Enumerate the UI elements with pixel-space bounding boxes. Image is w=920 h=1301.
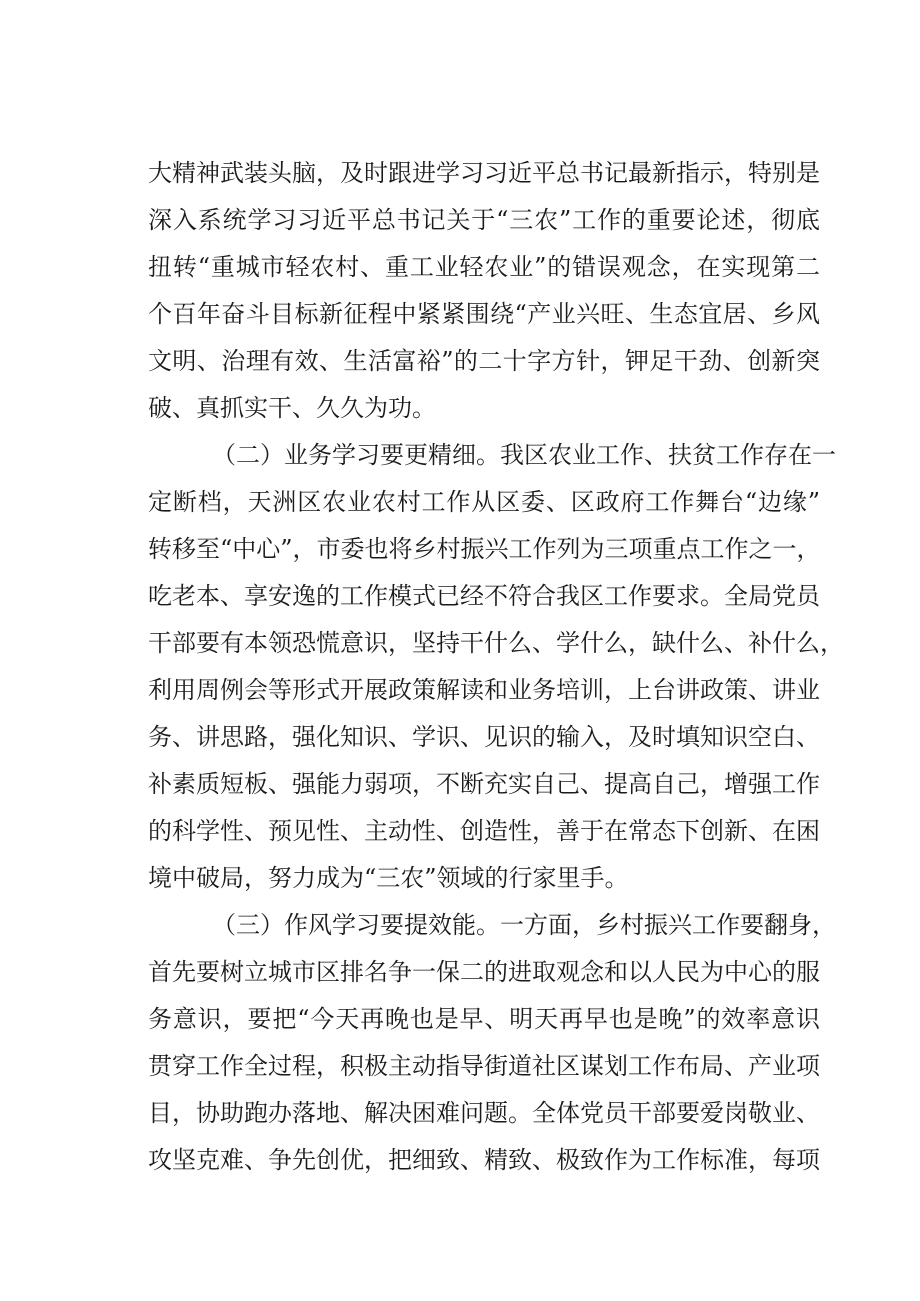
paragraph-1-line-4: 个百年奋斗目标新征程中紧紧围绕“产业兴旺、生态宜居、乡风 xyxy=(148,300,820,328)
paragraph-2-line-3: 转移至“中心”，市委也将乡村振兴工作列为三项重点工作之一， xyxy=(148,535,821,563)
paragraph-1-line-3: 扭转“重城市轻农村、重工业轻农业”的错误观念，在实现第二 xyxy=(148,253,820,281)
paragraph-3-line-1: （三）作风学习要提效能。一方面，乡村振兴工作要翻身， xyxy=(212,911,836,939)
paragraph-2-line-7: 务、讲思路，强化知识、学识、见识的输入，及时填知识空白、 xyxy=(148,723,820,751)
paragraph-2-line-10: 境中破局，努力成为“三农”领域的行家里手。 xyxy=(148,864,629,892)
paragraph-1-line-2: 深入系统学习习近平总书记关于“三农”工作的重要论述，彻底 xyxy=(148,206,820,234)
paragraph-1-line-5: 文明、治理有效、生活富裕”的二十字方针，钾足干劲、创新突 xyxy=(148,347,820,375)
document-body xyxy=(148,150,844,1184)
paragraph-3-line-2: 首先要树立城市区排名争一保二的进取观念和以人民为中心的服 xyxy=(148,958,820,986)
paragraph-2-line-2: 定断档，天洲区农业农村工作从区委、区政府工作舞台“边缘” xyxy=(148,488,820,516)
paragraph-3-line-4: 贯穿工作全过程，积极主动指导街道社区谋划工作布局、产业项 xyxy=(148,1052,820,1080)
paragraph-3-line-6: 攻坚克难、争先创优，把细致、精致、极致作为工作标准，每项 xyxy=(148,1146,820,1174)
paragraph-1-line-1: 大精神武装头脑，及时跟进学习习近平总书记最新指示，特别是 xyxy=(148,159,820,187)
paragraph-2-line-5: 干部要有本领恐慌意识，坚持干什么、学什么，缺什么、补什么， xyxy=(148,629,844,657)
paragraph-2-line-9: 的科学性、预见性、主动性、创造性，善于在常态下创新、在困 xyxy=(148,817,820,845)
paragraph-2-line-8: 补素质短板、强能力弱项，不断充实自己、提高自己，增强工作 xyxy=(148,770,820,798)
paragraph-3-line-5: 目，协助跑办落地、解决困难问题。全体党员干部要爱岗敬业、 xyxy=(148,1099,820,1127)
paragraph-2-line-1: （二）业务学习要更精细。我区农业工作、扶贫工作存在一 xyxy=(212,441,836,469)
paragraph-2-line-6: 利用周例会等形式开展政策解读和业务培训，上台讲政策、讲业 xyxy=(148,676,820,704)
paragraph-1-line-6: 破、真抓实干、久久为功。 xyxy=(148,394,436,422)
paragraph-2-line-4: 吃老本、享安逸的工作模式已经不符合我区工作要求。全局党员 xyxy=(148,582,820,610)
paragraph-3-line-3: 务意识，要把“今天再晚也是早、明天再早也是晚”的效率意识 xyxy=(148,1005,820,1033)
